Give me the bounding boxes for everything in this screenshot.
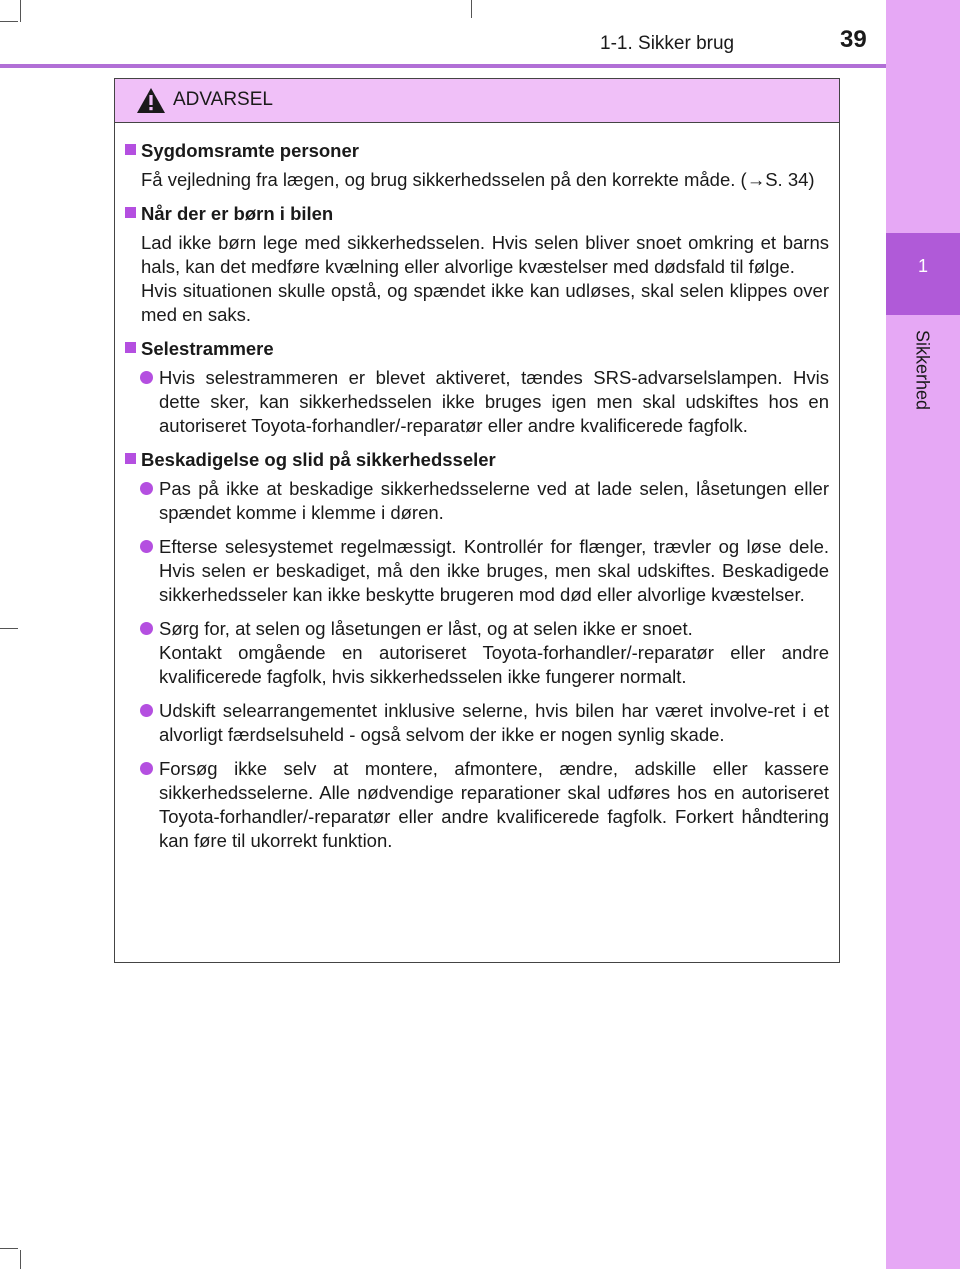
round-bullet-icon (140, 762, 153, 775)
crop-mark (0, 1248, 18, 1249)
section-paragraph (125, 168, 829, 192)
warning-body (125, 139, 829, 863)
list-item-text: Kontakt omgående en autoriseret Toyota-forhandler/-reparatør eller andre kvalificerede fagfolk, hvis sikkerhedsselen ikke fungerer normalt. (159, 642, 829, 687)
list-item-text: Pas på ikke at beskadige sikkerhedsselerne ved at lade selen, låsetungen eller spændet komme i klemme i døren. (159, 478, 829, 523)
square-bullet-icon (125, 453, 136, 464)
side-tab (886, 0, 960, 1269)
paragraph-text: Få vejledning fra lægen, og brug sikkerhedsselen på den korrekte måde. (→S. 34) (141, 169, 815, 190)
section-title: 1-1. Sikker brug (600, 33, 735, 54)
section-heading-text: Selestrammere (141, 338, 274, 359)
paragraph-text: Hvis situationen skulle opstå, og spændet ikke kan udløses, skal selen klippes over med en saks. (141, 280, 829, 325)
section-heading-text: Når der er børn i bilen (141, 203, 334, 224)
crop-mark (20, 1250, 21, 1269)
warning-header (115, 79, 839, 123)
list-item (125, 699, 829, 747)
warning-triangle-icon (136, 87, 166, 119)
chapter-label: Sikkerhed (912, 329, 933, 411)
list-item (125, 477, 829, 525)
crop-mark (20, 0, 21, 22)
list-item-text: Udskift selearrangementet inklusive selerne, hvis bilen har været involve-ret i et alvorligt færdselsuheld - også selvom der ikke er nogen synlig skade. (159, 700, 829, 745)
round-bullet-icon (140, 622, 153, 635)
header-rule (0, 64, 886, 68)
paragraph-text: Lad ikke børn lege med sikkerhedsselen. Hvis selen bliver snoet omkring et barns hals, kan det medføre kvælning eller alvorlige kvæstelser med dødsfald til følge. (141, 232, 829, 277)
square-bullet-icon (125, 207, 136, 218)
warning-box (114, 78, 840, 963)
crop-mark (0, 21, 18, 22)
page-number: 39 (840, 26, 867, 53)
section-heading (125, 202, 829, 226)
chapter-number: 1 (917, 256, 928, 276)
list-item-text: Sørg for, at selen og låsetungen er låst, og at selen ikke er snoet. (159, 618, 693, 639)
round-bullet-icon (140, 482, 153, 495)
round-bullet-icon (140, 704, 153, 717)
list-item-text: Efterse selesystemet regelmæssigt. Kontrollér for flænger, trævler og løse dele. Hvis selen er beskadiget, må den ikke bruges, men skal udskiftes. Beskadigede sikkerhedsseler kan ikke beskytte brugeren mod død eller alvorlige kvæstelser. (159, 536, 829, 605)
round-bullet-icon (140, 540, 153, 553)
list-item (125, 757, 829, 853)
section-heading-text: Beskadigelse og slid på sikkerhedsseler (141, 449, 496, 470)
square-bullet-icon (125, 144, 136, 155)
round-bullet-icon (140, 371, 153, 384)
list-item (125, 366, 829, 438)
crop-mark (471, 0, 472, 18)
crop-mark (0, 628, 18, 629)
list-item-text: Forsøg ikke selv at montere, afmontere, ændre, adskille eller kassere sikkerhedsselerne. Alle nødvendige reparationer skal udføres hos en autoriseret Toyota-forhandler/-reparatør eller andre kvalificerede fagfolk. Forkert håndtering kan føre til ukorrekt funktion. (159, 758, 829, 851)
warning-title: ADVARSEL (173, 89, 273, 110)
section-paragraph (125, 231, 829, 327)
section-heading-text: Sygdomsramte personer (141, 140, 359, 161)
list-item-text: Hvis selestrammeren er blevet aktiveret, tændes SRS-advarselslampen. Hvis dette sker, kan sikkerhedsselen ikke bruges igen men skal udskiftes hos en autoriseret Toyota-forhandler/-reparatør eller andre kvalificerede fagfolk. (159, 367, 829, 436)
section-heading (125, 139, 829, 163)
list-item (125, 617, 829, 689)
list-item (125, 535, 829, 607)
square-bullet-icon (125, 342, 136, 353)
section-heading (125, 337, 829, 361)
section-heading (125, 448, 829, 472)
